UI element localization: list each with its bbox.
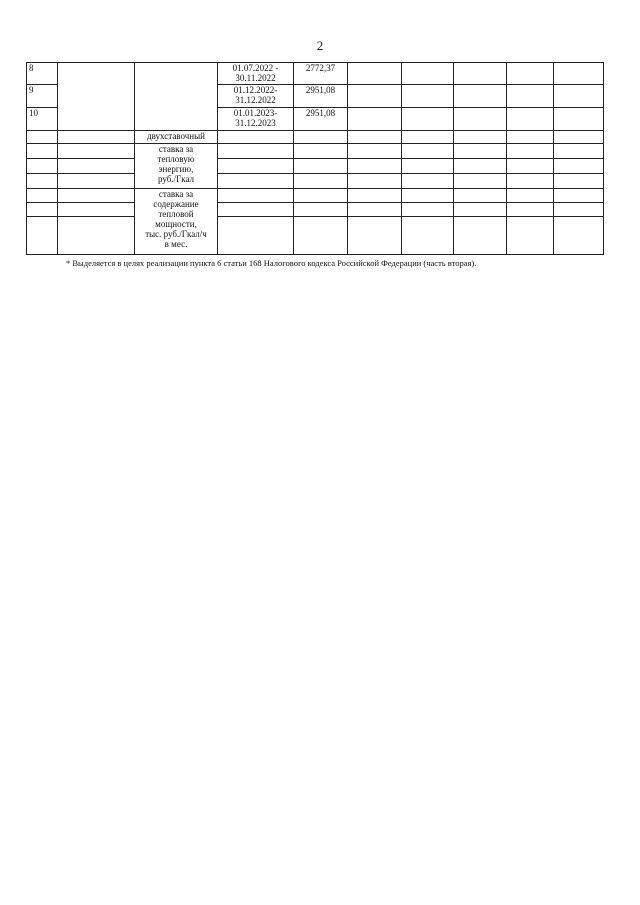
row-number: 10 [27, 108, 58, 131]
two-part-label: двухставочный [135, 131, 218, 144]
tariff-table [26, 62, 604, 255]
page-number: 2 [316, 38, 324, 53]
table-row [27, 63, 604, 85]
value-cell: 2951,08 [294, 108, 348, 131]
value-cell: 2951,08 [294, 85, 348, 108]
table-row [27, 159, 604, 174]
value-cell: 2772,37 [294, 63, 348, 85]
row-number: 9 [27, 85, 58, 108]
table-row [27, 189, 604, 203]
period-cell: 01.01.2023- 31.12.2023 [218, 108, 294, 131]
table-row [27, 131, 604, 144]
capacity-rate-label: ставка за содержание тепловой мощности, тыс. руб./Гкал/ч в мес. [135, 189, 218, 255]
energy-rate-label: ставка за тепловую энергию, руб./Гкал [135, 144, 218, 189]
period-cell: 01.12.2022- 31.12.2022 [218, 85, 294, 108]
footnote: * Выделяется в целях реализации пункта 6 статьи 168 Налогового кодекса Российской Федерации (часть вторая). [66, 258, 477, 268]
empty-cell [58, 63, 135, 131]
table-row [27, 203, 604, 217]
table-row [27, 217, 604, 255]
period-cell: 01.07.2022 - 30.11.2022 [218, 63, 294, 85]
empty-cell [135, 63, 218, 131]
table-row [27, 144, 604, 159]
row-number: 8 [27, 63, 58, 85]
table-row [27, 174, 604, 189]
